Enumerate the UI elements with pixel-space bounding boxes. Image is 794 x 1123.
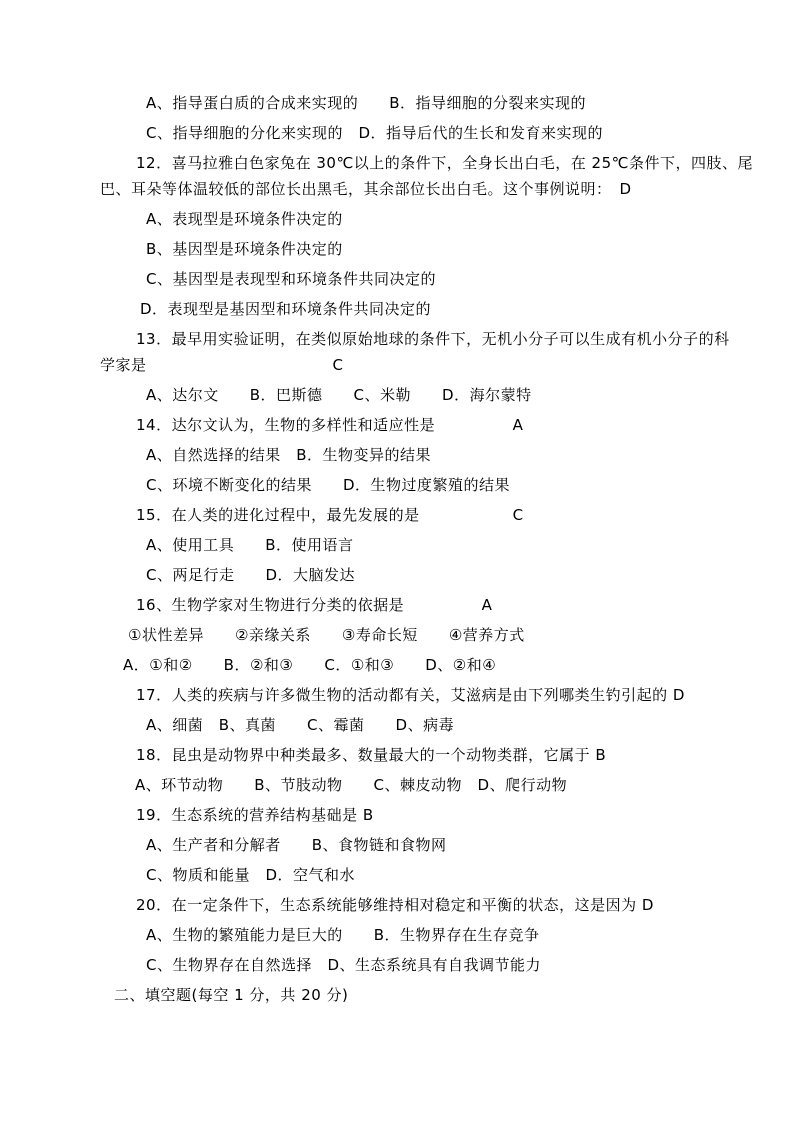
top-options-cd: C、指导细胞的分化来实现的 D．指导后代的生长和发育来实现的 bbox=[146, 124, 604, 142]
q13-line1: 13．最早用实验证明，在类似原始地球的条件下，无机小分子可以生成有机小分子的科 bbox=[136, 330, 730, 348]
q15-options-cd: C、两足行走 D．大脑发达 bbox=[146, 566, 356, 584]
top-options-ab: A、指导蛋白质的合成来实现的 B．指导细胞的分裂来实现的 bbox=[146, 94, 587, 112]
q17-options: A、细菌 B、真菌 C、霉菌 D、病毒 bbox=[146, 716, 455, 734]
q18-options: A、环节动物 B、节肢动物 C、棘皮动物 D、爬行动物 bbox=[135, 776, 568, 794]
q19-text: 19．生态系统的营养结构基础是 B bbox=[136, 806, 374, 824]
q20-options-ab: A、生物的繁殖能力是巨大的 B．生物界存在生存竞争 bbox=[146, 926, 540, 944]
q17-text: 17．人类的疾病与许多微生物的活动都有关，艾滋病是由下列哪类生钓引起的 D bbox=[136, 686, 685, 704]
q20-text: 20．在一定条件下，生态系统能够维持相对稳定和平衡的状态，这是因为 D bbox=[136, 896, 654, 914]
q12-option-d: D．表现型是基因型和环境条件共同决定的 bbox=[140, 300, 432, 318]
q14-text: 14．达尔文认为，生物的多样性和适应性是 A bbox=[136, 416, 524, 434]
section-2-heading: 二、填空题(每空 1 分，共 20 分) bbox=[114, 986, 349, 1004]
q13-options: A、达尔文 B．巴斯德 C、米勒 D．海尔蒙特 bbox=[146, 386, 532, 404]
q19-options-cd: C、物质和能量 D．空气和水 bbox=[146, 866, 356, 884]
q12-line2: 巴、耳朵等体温较低的部位长出黑毛，其余部位长出白毛。这个事例说明： D bbox=[100, 180, 632, 198]
q14-options-ab: A、自然选择的结果 B．生物变异的结果 bbox=[146, 446, 432, 464]
q12-option-b: B、基因型是环境条件决定的 bbox=[146, 240, 343, 258]
q15-options-ab: A、使用工具 B．使用语言 bbox=[146, 536, 354, 554]
q20-options-cd: C、生物界存在自然选择 D、生态系统具有自我调节能力 bbox=[146, 956, 542, 974]
q14-options-cd: C、环境不断变化的结果 D．生物过度繁殖的结果 bbox=[146, 476, 511, 494]
q16-text: 16、生物学家对生物进行分类的依据是 A bbox=[136, 596, 493, 614]
q12-option-a: A、表现型是环境条件决定的 bbox=[146, 210, 343, 228]
q13-line2: 学家是 C bbox=[100, 356, 344, 374]
q12-option-c: C、基因型是表现型和环境条件共同决定的 bbox=[146, 270, 436, 288]
q18-text: 18．昆虫是动物界中种类最多、数量最大的一个动物类群，它属于 B bbox=[136, 746, 607, 764]
q19-options-ab: A、生产者和分解者 B、食物链和食物网 bbox=[146, 836, 447, 854]
q15-text: 15．在人类的进化过程中，最先发展的是 C bbox=[136, 506, 524, 524]
document-body bbox=[100, 90, 753, 1012]
q16-items: ①状性差异 ②亲缘关系 ③寿命长短 ④营养方式 bbox=[128, 626, 525, 644]
q12-line1: 12．喜马拉雅白色家兔在 30℃以上的条件下，全身长出白毛，在 25℃条件下，四肢、尾 bbox=[136, 154, 753, 172]
q16-options: A．①和② B．②和③ C．①和③ D、②和④ bbox=[123, 656, 497, 674]
